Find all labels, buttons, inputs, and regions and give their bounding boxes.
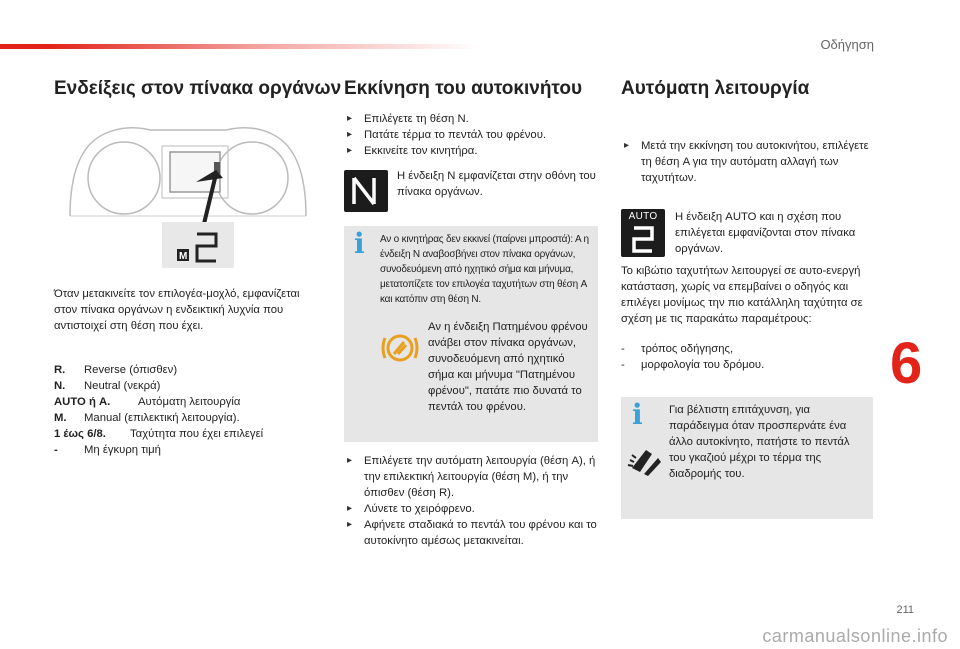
step-item: ▸ Εκκινείτε τον κινητήρα. — [344, 143, 600, 159]
col2-title: Εκκίνηση του αυτοκινήτου — [344, 78, 583, 99]
auto-indicator-display — [621, 209, 665, 257]
info-icon: i — [632, 398, 643, 431]
step-item: ▸ Αφήνετε σταδιακά το πεντάλ του φρένου και το αυτοκίνητο αμέσως μετακινείται. — [344, 517, 600, 549]
chapter-number: 6 — [890, 331, 923, 396]
step-item: ▸ Μετά την εκκίνηση του αυτοκινήτου, επιλέγετε τη θέση A για την αυτόματη αλλαγή των ταχυτήτων. — [621, 138, 871, 186]
instrument-panel-illustration — [66, 122, 310, 274]
step-item: ▸ Λύνετε το χειρόφρενο. — [344, 501, 600, 517]
n-indicator-text: Η ένδειξη N εμφανίζεται στην οθόνη του πίνακα οργάνων. — [397, 170, 596, 198]
legend-row: N. Neutral (νεκρά) — [54, 380, 161, 392]
auto-label: AUTO — [628, 211, 658, 222]
legend-row: 1 έως 6/8. Ταχύτητα που έχει επιλεγεί — [54, 428, 264, 440]
auto-steps — [621, 138, 871, 186]
header-accent-bar — [0, 44, 480, 49]
accelerator-pedal-icon — [624, 440, 664, 480]
step-item: ▸ Επιλέγετε την αυτόματη λειτουργία (θέση A), ή την επιλεκτική λειτουργία (θέση M), ή την όπισθεν (θέση R). — [344, 453, 600, 501]
tip-text: Για βέλτιστη επιτάχυνση, για παράδειγμα όταν προσπερνάτε ένα άλλο αυτοκίνητο, πατήστε το πεντάλ του γκαζιού μέχρι το τέρμα της διαδρομής του. — [669, 404, 850, 480]
auto-indicator-text: Η ένδειξη AUTO και η σχέση που επιλέγεται εμφανίζονται στον πίνακα οργάνων. — [675, 211, 856, 255]
list-item: - μορφολογία του δρόμου. — [621, 359, 765, 371]
col1-legend — [54, 362, 324, 458]
brake-warning-text: Αν η ένδειξη Πατημένου φρένου ανάβει στον πίνακα οργάνων, συνοδευόμενη από ηχητικό σήμα και μήνυμα "Πατημένου φρένου", πατάτε πιο δυνατά το πεντάλ του φρένου. — [428, 321, 588, 413]
brake-warning-icon — [380, 330, 420, 366]
legend-row: - Μη έγκυρη τιμή — [54, 444, 161, 456]
n-display-icon — [344, 170, 388, 212]
start-steps-2 — [344, 453, 600, 549]
n-indicator-display — [344, 170, 388, 212]
gear-digit-icon — [621, 222, 665, 256]
col1-title: Ενδείξεις στον πίνακα οργάνων — [54, 78, 342, 99]
col3-title: Αυτόματη λειτουργία — [621, 78, 810, 99]
legend-row: R. Reverse (όπισθεν) — [54, 364, 178, 376]
legend-row: M. Manual (επιλεκτική λειτουργία). — [54, 412, 240, 424]
svg-text:M: M — [179, 251, 188, 262]
col1-paragraph: Όταν μετακινείτε τον επιλογέα-μοχλό, εμφανίζεται στον πίνακα οργάνων η ενδεικτική λυχνία που αντιστοιχεί στη θέση που έχει. — [54, 288, 300, 332]
watermark: carmanualsonline.info — [762, 626, 948, 646]
dash-list — [621, 341, 877, 373]
legend-row: AUTO ή A. Αυτόματη λειτουργία — [54, 396, 241, 408]
step-item: ▸ Επιλέγετε τη θέση N. — [344, 111, 600, 127]
list-item: - τρόπος οδήγησης, — [621, 343, 734, 355]
col3-paragraph: Το κιβώτιο ταχυτήτων λειτουργεί σε αυτο-ενεργή κατάσταση, χωρίς να επεμβαίνει ο οδηγός και επιλέγει μονίμως την πιο κατάλληλη ταχύτητα σε σχέση με τις παρακάτω παραμέτρους: — [621, 265, 863, 325]
step-item: ▸ Πατάτε τέρμα το πεντάλ του φρένου. — [344, 127, 600, 143]
info-icon: i — [354, 227, 365, 260]
note-engine-not-starting: Αν ο κινητήρας δεν εκκινεί (παίρνει μπροστά): Α η ένδειξη N αναβοσβήνει στον πίνακα οργάνων, συνοδευόμενη από ηχητικό σήμα και μήνυμα, μετατοπίζετε τον επιλογέα ταχυτήτων στη θέση A και κατόπιν στη θέση N. — [380, 234, 589, 305]
start-steps-1 — [344, 111, 600, 159]
section-label: Οδήγηση — [820, 37, 874, 52]
page-number: 211 — [896, 604, 914, 616]
